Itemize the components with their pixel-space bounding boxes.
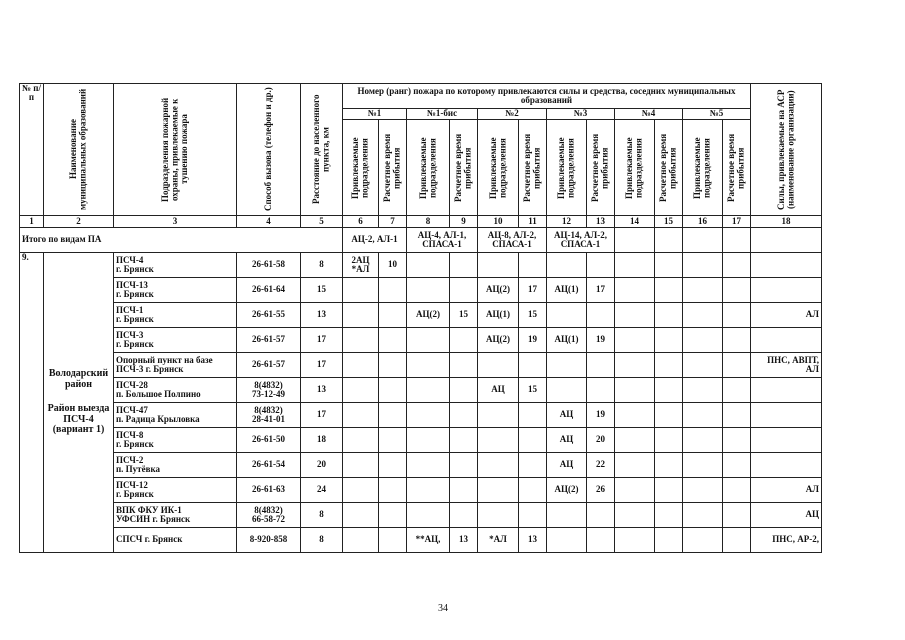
cell-c8: [407, 428, 450, 453]
cell-c13: [587, 353, 615, 378]
asr-forces: [751, 428, 822, 453]
table-row: [20, 328, 822, 353]
header-rank-title: Номер (ранг) пожара по которому привлекаются силы и средства, соседних муниципальных образований: [343, 84, 751, 109]
cell-c7: [379, 503, 407, 528]
asr-forces: АЛ: [751, 303, 822, 328]
cell-c6: [343, 528, 379, 553]
call-method: 26-61-58: [237, 253, 301, 278]
rank-4: №4: [615, 109, 683, 120]
empty-cell: [683, 253, 723, 278]
sub-units-1bis: Привлекаемые подразделения: [407, 120, 450, 216]
distance: 18: [301, 428, 343, 453]
cell-c8: [407, 378, 450, 403]
itogo-rank-3: АЦ-14, АЛ-2, СПАСА-1: [547, 228, 615, 253]
cell-c7: 10: [379, 253, 407, 278]
distance: 8: [301, 503, 343, 528]
empty-cell: [683, 503, 723, 528]
empty-cell: [655, 253, 683, 278]
empty-cell: [655, 353, 683, 378]
cell-c11: [519, 453, 547, 478]
table-row: [20, 478, 822, 503]
cell-c13: [587, 303, 615, 328]
empty-cell: [683, 478, 723, 503]
cell-c10: [478, 478, 519, 503]
cell-c10: АЦ(1): [478, 303, 519, 328]
empty-cell: [655, 528, 683, 553]
cell-c10: [478, 453, 519, 478]
cell-c6: [343, 453, 379, 478]
cell-c12: [547, 303, 587, 328]
asr-forces: АЛ: [751, 478, 822, 503]
district-name: [44, 253, 114, 553]
distance: 17: [301, 353, 343, 378]
empty-cell: [683, 428, 723, 453]
cell-c9: 13: [450, 528, 478, 553]
empty-cell: [615, 453, 655, 478]
empty-cell: [683, 328, 723, 353]
empty-cell: [615, 403, 655, 428]
cell-c10: АЦ(2): [478, 278, 519, 303]
cell-c10: [478, 403, 519, 428]
asr-forces: [751, 378, 822, 403]
unit-name: ПСЧ-28 п. Большое Полпино: [114, 378, 237, 403]
rank-3: №3: [547, 109, 615, 120]
column-number: 10: [478, 216, 519, 228]
itogo-rank-2: АЦ-8, АЛ-2, СПАСА-1: [478, 228, 547, 253]
cell-c7: [379, 303, 407, 328]
asr-forces: ПНС, АР-2,: [751, 528, 822, 553]
empty-cell: [723, 453, 751, 478]
table-row: [20, 528, 822, 553]
empty-cell: [655, 403, 683, 428]
cell-c8: [407, 353, 450, 378]
cell-c7: [379, 328, 407, 353]
rank-1: №1: [343, 109, 407, 120]
cell-c9: [450, 253, 478, 278]
distance: 8: [301, 253, 343, 278]
cell-c13: [587, 253, 615, 278]
column-number: 8: [407, 216, 450, 228]
cell-c8: [407, 478, 450, 503]
cell-c12: АЦ(2): [547, 478, 587, 503]
distance: 13: [301, 303, 343, 328]
cell-c11: [519, 478, 547, 503]
cell-c11: 13: [519, 528, 547, 553]
cell-c11: [519, 253, 547, 278]
unit-name: СПСЧ г. Брянск: [114, 528, 237, 553]
cell-c12: АЦ: [547, 453, 587, 478]
asr-forces: [751, 328, 822, 353]
empty-cell: [655, 503, 683, 528]
empty-cell: [615, 253, 655, 278]
empty-cell: [655, 303, 683, 328]
empty-cell: [723, 503, 751, 528]
cell-c9: [450, 428, 478, 453]
sub-units-5: Привлекаемые подразделения: [683, 120, 723, 216]
call-method: 8-920-858: [237, 528, 301, 553]
cell-c8: [407, 503, 450, 528]
cell-c8: **АЦ,: [407, 528, 450, 553]
sub-time-4: Расчетное время прибытия: [655, 120, 683, 216]
cell-c6: [343, 503, 379, 528]
cell-c11: [519, 428, 547, 453]
cell-c7: [379, 528, 407, 553]
call-method: 26-61-63: [237, 478, 301, 503]
cell-c8: АЦ(2): [407, 303, 450, 328]
cell-c6: [343, 428, 379, 453]
empty-cell: [615, 503, 655, 528]
table-row: [20, 503, 822, 528]
empty-cell: [655, 478, 683, 503]
cell-c10: [478, 353, 519, 378]
empty-cell: [615, 353, 655, 378]
column-number: 9: [450, 216, 478, 228]
district-number: 9.: [20, 253, 44, 553]
empty-cell: [655, 328, 683, 353]
asr-forces: [751, 278, 822, 303]
itogo-empty: [615, 228, 655, 253]
cell-c9: 15: [450, 303, 478, 328]
cell-c10: АЦ(2): [478, 328, 519, 353]
cell-c9: [450, 378, 478, 403]
cell-c9: [450, 328, 478, 353]
sub-time-2: Расчетное время прибытия: [519, 120, 547, 216]
empty-cell: [655, 453, 683, 478]
call-method: 8(4832) 73-12-49: [237, 378, 301, 403]
column-number: 1: [20, 216, 44, 228]
sub-units-3: Привлекаемые подразделения: [547, 120, 587, 216]
cell-c7: [379, 378, 407, 403]
rank-1bis: №1-бис: [407, 109, 478, 120]
unit-name: Опорный пункт на базе ПСЧ-3 г. Брянск: [114, 353, 237, 378]
cell-c10: [478, 503, 519, 528]
empty-cell: [615, 378, 655, 403]
unit-name: ПСЧ-2 п. Путёвка: [114, 453, 237, 478]
column-number: 18: [751, 216, 822, 228]
empty-cell: [683, 453, 723, 478]
cell-c12: [547, 503, 587, 528]
cell-c8: [407, 278, 450, 303]
cell-c11: 19: [519, 328, 547, 353]
itogo-rank-1bis: АЦ-4, АЛ-1, СПАСА-1: [407, 228, 478, 253]
cell-c8: [407, 403, 450, 428]
sub-time-1: Расчетное время прибытия: [379, 120, 407, 216]
cell-c6: [343, 303, 379, 328]
empty-cell: [723, 428, 751, 453]
itogo-label: Итого по видам ПА: [20, 228, 343, 253]
cell-c9: [450, 353, 478, 378]
cell-c9: [450, 403, 478, 428]
cell-c11: [519, 353, 547, 378]
cell-c11: [519, 403, 547, 428]
district-name-2: Район выезда ПСЧ-4 (вариант 1): [47, 403, 110, 436]
table-row: [20, 453, 822, 478]
column-number: 4: [237, 216, 301, 228]
cell-c12: АЦ: [547, 428, 587, 453]
distance: 20: [301, 453, 343, 478]
cell-c12: АЦ(1): [547, 278, 587, 303]
itogo-rank-1: АЦ-2, АЛ-1: [343, 228, 407, 253]
itogo-empty: [655, 228, 683, 253]
cell-c10: *АЛ: [478, 528, 519, 553]
asr-forces: ПНС, АВПТ, АЛ: [751, 353, 822, 378]
empty-cell: [723, 303, 751, 328]
empty-cell: [615, 278, 655, 303]
cell-c13: [587, 378, 615, 403]
column-number: 15: [655, 216, 683, 228]
empty-cell: [723, 403, 751, 428]
call-method: 8(4832) 66-58-72: [237, 503, 301, 528]
unit-name: ПСЧ-3 г. Брянск: [114, 328, 237, 353]
cell-c13: 22: [587, 453, 615, 478]
cell-c7: [379, 428, 407, 453]
table-row: [20, 428, 822, 453]
cell-c12: [547, 253, 587, 278]
cell-c13: [587, 503, 615, 528]
cell-c13: 19: [587, 403, 615, 428]
empty-cell: [615, 528, 655, 553]
asr-forces: [751, 253, 822, 278]
itogo-empty: [723, 228, 751, 253]
table-row: [20, 353, 822, 378]
empty-cell: [723, 528, 751, 553]
asr-forces: АЦ: [751, 503, 822, 528]
sub-units-1: Привлекаемые подразделения: [343, 120, 379, 216]
column-number: 5: [301, 216, 343, 228]
empty-cell: [723, 328, 751, 353]
header-call-method: Способ вызова (телефон и др.): [237, 84, 301, 216]
table-row: [20, 278, 822, 303]
call-method: 26-61-54: [237, 453, 301, 478]
cell-c7: [379, 278, 407, 303]
cell-c9: [450, 478, 478, 503]
cell-c13: [587, 528, 615, 553]
empty-cell: [683, 303, 723, 328]
column-number: 12: [547, 216, 587, 228]
cell-c6: [343, 378, 379, 403]
header-asr: Силы, привлекаемые на АСР (наименование организации): [751, 84, 822, 216]
cell-c8: [407, 453, 450, 478]
cell-c7: [379, 453, 407, 478]
empty-cell: [683, 403, 723, 428]
rank-5: №5: [683, 109, 751, 120]
cell-c11: 15: [519, 303, 547, 328]
district-name-1: Володарский район: [48, 368, 109, 390]
asr-forces: [751, 403, 822, 428]
call-method: 8(4832) 28-41-01: [237, 403, 301, 428]
cell-c11: 17: [519, 278, 547, 303]
cell-c6: [343, 478, 379, 503]
cell-c7: [379, 353, 407, 378]
table-row: [20, 303, 822, 328]
itogo-empty: [683, 228, 723, 253]
sub-units-2: Привлекаемые подразделения: [478, 120, 519, 216]
table-row: [20, 403, 822, 428]
empty-cell: [655, 428, 683, 453]
unit-name: ВПК ФКУ ИК-1 УФСИН г. Брянск: [114, 503, 237, 528]
empty-cell: [683, 353, 723, 378]
fire-deployment-table: [19, 83, 822, 553]
empty-cell: [655, 378, 683, 403]
cell-c12: АЦ(1): [547, 328, 587, 353]
empty-cell: [615, 428, 655, 453]
sub-units-4: Привлекаемые подразделения: [615, 120, 655, 216]
cell-c11: 15: [519, 378, 547, 403]
cell-c8: [407, 328, 450, 353]
page-number: 34: [438, 603, 448, 614]
column-number: 3: [114, 216, 237, 228]
column-number: 16: [683, 216, 723, 228]
cell-c13: 26: [587, 478, 615, 503]
distance: 24: [301, 478, 343, 503]
cell-c9: [450, 278, 478, 303]
empty-cell: [723, 278, 751, 303]
distance: 17: [301, 328, 343, 353]
column-numbers-row: [20, 216, 822, 228]
column-number: 2: [44, 216, 114, 228]
sub-time-5: Расчетное время прибытия: [723, 120, 751, 216]
column-number: 17: [723, 216, 751, 228]
cell-c13: 19: [587, 328, 615, 353]
header-num: № п/п: [20, 84, 44, 216]
call-method: 26-61-57: [237, 328, 301, 353]
header-municipality: Наименование муниципальных образований: [44, 84, 114, 216]
header-units: Подразделения пожарной охраны, привлекаемые к тушению пожара: [114, 84, 237, 216]
empty-cell: [723, 253, 751, 278]
cell-c6: [343, 328, 379, 353]
cell-c13: 20: [587, 428, 615, 453]
unit-name: ПСЧ-13 г. Брянск: [114, 278, 237, 303]
empty-cell: [615, 328, 655, 353]
column-number: 14: [615, 216, 655, 228]
empty-cell: [655, 278, 683, 303]
call-method: 26-61-57: [237, 353, 301, 378]
empty-cell: [683, 278, 723, 303]
unit-name: ПСЧ-8 г. Брянск: [114, 428, 237, 453]
empty-cell: [615, 303, 655, 328]
empty-cell: [723, 478, 751, 503]
cell-c9: [450, 503, 478, 528]
empty-cell: [615, 478, 655, 503]
unit-name: ПСЧ-1 г. Брянск: [114, 303, 237, 328]
cell-c8: [407, 253, 450, 278]
call-method: 26-61-50: [237, 428, 301, 453]
cell-c6: 2АЦ *АЛ: [343, 253, 379, 278]
call-method: 26-61-64: [237, 278, 301, 303]
header-distance: Расстояние до населенного пункта, км: [301, 84, 343, 216]
cell-c6: [343, 353, 379, 378]
cell-c12: [547, 378, 587, 403]
cell-c12: АЦ: [547, 403, 587, 428]
unit-name: ПСЧ-4 г. Брянск: [114, 253, 237, 278]
table-row: [20, 378, 822, 403]
empty-cell: [683, 378, 723, 403]
cell-c9: [450, 453, 478, 478]
sub-time-3: Расчетное время прибытия: [587, 120, 615, 216]
unit-name: ПСЧ-12 г. Брянск: [114, 478, 237, 503]
cell-c10: АЦ: [478, 378, 519, 403]
distance: 17: [301, 403, 343, 428]
itogo-row: [20, 228, 822, 253]
call-method: 26-61-55: [237, 303, 301, 328]
cell-c10: [478, 253, 519, 278]
empty-cell: [683, 528, 723, 553]
cell-c13: 17: [587, 278, 615, 303]
distance: 15: [301, 278, 343, 303]
rank-2: №2: [478, 109, 547, 120]
cell-c12: [547, 528, 587, 553]
distance: 8: [301, 528, 343, 553]
asr-forces: [751, 453, 822, 478]
cell-c11: [519, 503, 547, 528]
cell-c6: [343, 403, 379, 428]
sub-time-1bis: Расчетное время прибытия: [450, 120, 478, 216]
column-number: 13: [587, 216, 615, 228]
distance: 13: [301, 378, 343, 403]
column-number: 11: [519, 216, 547, 228]
cell-c10: [478, 428, 519, 453]
empty-cell: [723, 353, 751, 378]
empty-cell: [723, 378, 751, 403]
cell-c12: [547, 353, 587, 378]
column-number: 7: [379, 216, 407, 228]
unit-name: ПСЧ-47 п. Радица Крыловка: [114, 403, 237, 428]
cell-c6: [343, 278, 379, 303]
column-number: 6: [343, 216, 379, 228]
cell-c7: [379, 478, 407, 503]
cell-c7: [379, 403, 407, 428]
table-row: [20, 253, 822, 278]
itogo-empty: [751, 228, 822, 253]
